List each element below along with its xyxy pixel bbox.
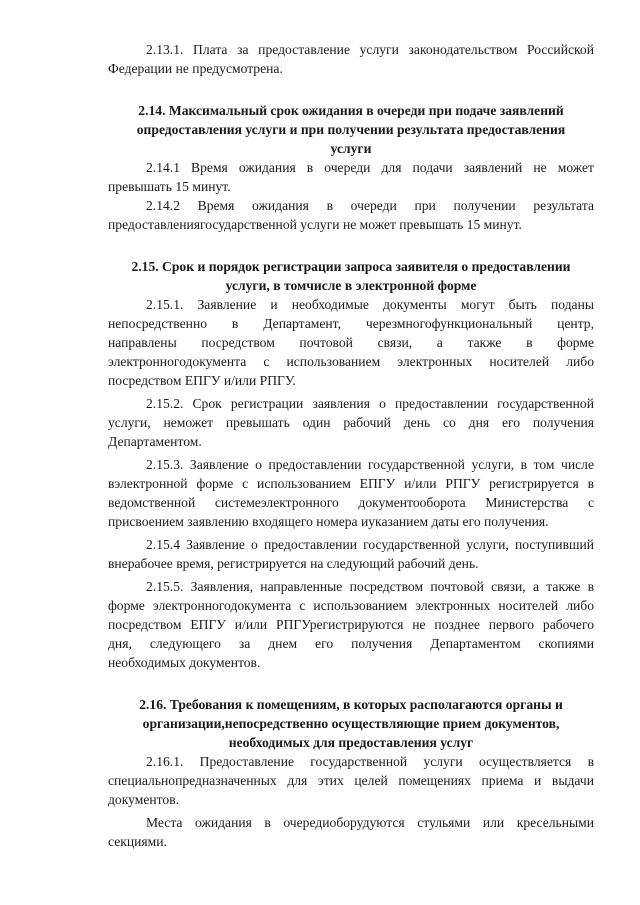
heading-line: услуги (330, 141, 372, 156)
text-line: секциями. (108, 834, 167, 849)
text-line: вэлектронной форме с использованием ЕПГУ и/или РПГУ регистрируется в (108, 476, 594, 491)
text-line: Места ожидания в очередиоборудуются стульями или кресельными (146, 815, 594, 830)
paragraph-2-15-4 (108, 535, 594, 573)
paragraph-2-15-2 (108, 394, 594, 451)
document-page (108, 40, 594, 851)
section-heading-2-16 (108, 695, 594, 752)
text-line: Департаментом. (108, 434, 202, 449)
paragraph-2-15-5 (108, 577, 594, 672)
paragraph-2-16-2 (108, 813, 594, 851)
text-line: ведомственной системеэлектронного документооборота Министерства с (108, 495, 594, 510)
paragraph-2-15-1 (108, 295, 594, 390)
text-line: 2.15.2. Срок регистрации заявления о предоставлении государственной (146, 396, 594, 411)
paragraph-2-14-1 (108, 158, 594, 196)
paragraph-2-16-1 (108, 752, 594, 809)
section-heading-2-15 (108, 257, 594, 295)
paragraph-2-15-3 (108, 455, 594, 531)
paragraph-2-13-1 (108, 40, 594, 78)
text-line: необходимых документов. (108, 655, 261, 670)
heading-line: 2.15. Срок и порядок регистрации запроса заявителя о предоставлении (131, 259, 571, 274)
paragraph-2-14-2 (108, 196, 594, 234)
text-line: превышать 15 минут. (108, 179, 231, 194)
text-line: 2.15.3. Заявление о предоставлении государственной услуги, в том числе (146, 457, 594, 472)
heading-line: 2.14. Максимальный срок ожидания в очереди при подаче заявлений (138, 103, 564, 118)
section-heading-2-14 (108, 101, 594, 158)
text-line: 2.16.1. Предоставление государственной услуги осуществляется в (146, 754, 594, 769)
text-line: 2.13.1. Плата за предоставление услуги законодательством Российской (146, 42, 594, 57)
text-line: предоставлениягосударственной услуги не может превышать 15 минут. (108, 217, 522, 232)
text-line: 2.15.1. Заявление и необходимые документы могут быть поданы (146, 297, 594, 312)
heading-line: опредоставления услуги и при получении результата предоставления (136, 122, 566, 137)
text-line: специальнопредназначенных для этих целей помещениях приема и выдачи (108, 773, 594, 788)
text-line: дня, следующего за днем его получения Департаментом скопиями (108, 636, 594, 651)
text-line: 2.14.2 Время ожидания в очереди при получении результата (146, 198, 594, 213)
text-line: непосредственно в Департамент, черезмногофункциональный центр, (108, 316, 594, 331)
text-line: электронногодокумента с использованием электронных носителей либо (108, 354, 594, 369)
text-line: посредством ЕПГУ и/или РПГУ. (108, 373, 296, 388)
text-line: документов. (108, 792, 180, 807)
heading-line: необходимых для предоставления услуг (228, 735, 474, 750)
heading-line: 2.16. Требования к помещениям, в которых располагаются органы и (139, 697, 563, 712)
text-line: внерабочее время, регистрируется на следующий рабочий день. (108, 556, 479, 571)
heading-line: услуги, в томчисле в электронной форме (225, 278, 477, 293)
text-line: 2.15.4 Заявление о предоставлении государственной услуги, поступивший (146, 537, 594, 552)
text-line: присвоением заявлению входящего номера иуказанием даты его получения. (108, 514, 549, 529)
text-line: Федерации не предусмотрена. (108, 61, 283, 76)
text-line: услуги, неможет превышать один рабочий день со дня его получения (108, 415, 594, 430)
text-line: посредством ЕПГУ и/или РПГУрегистрируются не позднее первого рабочего (108, 617, 594, 632)
text-line: 2.15.5. Заявления, направленные посредством почтовой связи, а также в (146, 579, 594, 594)
text-line: направлены посредством почтовой связи, а также в форме (108, 335, 594, 350)
text-line: форме электронногодокумента с использованием электронных носителей либо (108, 598, 594, 613)
heading-line: организации,непосредственно осуществляющие прием документов, (142, 716, 560, 731)
text-line: 2.14.1 Время ожидания в очереди для подачи заявлений не может (146, 160, 594, 175)
